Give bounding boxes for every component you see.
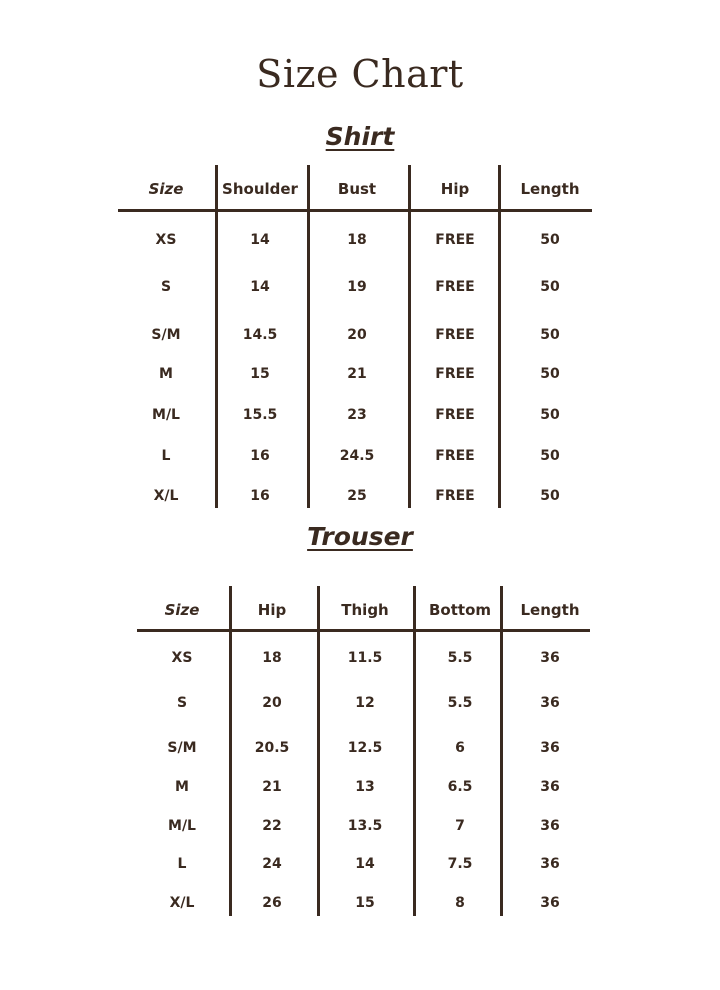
trouser-cell: 6.5 — [447, 779, 473, 795]
shirt-header-1: Shoulder — [222, 180, 298, 198]
trouser-cell: 36 — [540, 779, 560, 795]
shirt-cell: S — [160, 279, 172, 295]
trouser-cell: 12.5 — [347, 740, 383, 756]
trouser-cell: 18 — [262, 650, 282, 666]
shirt-cell: FREE — [435, 448, 475, 464]
trouser-cell: 36 — [540, 695, 560, 711]
shirt-cell: L — [161, 448, 171, 464]
trouser-cell: 36 — [540, 740, 560, 756]
shirt-cell: 50 — [540, 366, 560, 382]
shirt-cell: 50 — [540, 279, 560, 295]
shirt-header-3: Hip — [440, 180, 470, 198]
trouser-column-divider — [413, 586, 416, 916]
trouser-column-divider — [317, 586, 320, 916]
trouser-cell: 36 — [540, 856, 560, 872]
trouser-cell: M — [175, 779, 189, 795]
trouser-cell: 5.5 — [447, 695, 473, 711]
trouser-column-divider — [500, 586, 503, 916]
trouser-cell: 8 — [455, 895, 465, 911]
shirt-cell: 15.5 — [242, 407, 278, 423]
trouser-cell: XS — [171, 650, 193, 666]
shirt-cell: 19 — [347, 279, 367, 295]
trouser-cell: 20 — [262, 695, 282, 711]
shirt-cell: 50 — [540, 488, 560, 504]
shirt-cell: 50 — [540, 327, 560, 343]
shirt-column-divider — [307, 165, 310, 508]
shirt-cell: 20 — [347, 327, 367, 343]
shirt-heading: Shirt — [325, 122, 395, 151]
shirt-cell: X/L — [153, 488, 179, 504]
trouser-cell: 36 — [540, 895, 560, 911]
trouser-header-divider — [137, 629, 590, 632]
shirt-cell: S/M — [151, 327, 181, 343]
shirt-cell: 16 — [250, 488, 270, 504]
shirt-cell: 24.5 — [339, 448, 375, 464]
trouser-cell: L — [177, 856, 187, 872]
shirt-column-divider — [215, 165, 218, 508]
trouser-header-4: Length — [520, 601, 580, 619]
shirt-header-4: Length — [520, 180, 580, 198]
trouser-cell: 15 — [355, 895, 375, 911]
shirt-cell: M/L — [152, 407, 180, 423]
shirt-header-2: Bust — [337, 180, 377, 198]
page-title: Size Chart — [256, 52, 464, 96]
trouser-heading: Trouser — [307, 522, 413, 551]
trouser-header-1: Hip — [257, 601, 287, 619]
shirt-cell: 18 — [347, 232, 367, 248]
shirt-cell: M — [159, 366, 173, 382]
trouser-cell: 24 — [262, 856, 282, 872]
shirt-cell: 50 — [540, 232, 560, 248]
trouser-cell: 13 — [355, 779, 375, 795]
shirt-header-0: Size — [148, 180, 184, 198]
shirt-cell: XS — [155, 232, 177, 248]
trouser-cell: 21 — [262, 779, 282, 795]
trouser-cell: S — [176, 695, 188, 711]
trouser-cell: S/M — [167, 740, 197, 756]
shirt-cell: FREE — [435, 232, 475, 248]
trouser-cell: 7 — [455, 818, 465, 834]
trouser-cell: 26 — [262, 895, 282, 911]
trouser-cell: 12 — [355, 695, 375, 711]
trouser-cell: 13.5 — [347, 818, 383, 834]
shirt-cell: FREE — [435, 407, 475, 423]
shirt-cell: 15 — [250, 366, 270, 382]
shirt-cell: FREE — [435, 327, 475, 343]
trouser-cell: M/L — [168, 818, 196, 834]
trouser-cell: 20.5 — [254, 740, 290, 756]
shirt-cell: FREE — [435, 366, 475, 382]
shirt-cell: FREE — [435, 279, 475, 295]
trouser-cell: X/L — [169, 895, 195, 911]
shirt-cell: 16 — [250, 448, 270, 464]
trouser-column-divider — [229, 586, 232, 916]
trouser-cell: 6 — [455, 740, 465, 756]
shirt-cell: FREE — [435, 488, 475, 504]
trouser-cell: 36 — [540, 818, 560, 834]
trouser-cell: 36 — [540, 650, 560, 666]
shirt-cell: 50 — [540, 448, 560, 464]
trouser-cell: 22 — [262, 818, 282, 834]
shirt-column-divider — [408, 165, 411, 508]
shirt-cell: 25 — [347, 488, 367, 504]
trouser-cell: 5.5 — [447, 650, 473, 666]
trouser-header-0: Size — [164, 601, 200, 619]
shirt-cell: 50 — [540, 407, 560, 423]
shirt-cell: 21 — [347, 366, 367, 382]
shirt-header-divider — [118, 209, 592, 212]
trouser-cell: 7.5 — [447, 856, 473, 872]
shirt-cell: 14.5 — [242, 327, 278, 343]
trouser-cell: 11.5 — [347, 650, 383, 666]
shirt-cell: 14 — [250, 279, 270, 295]
trouser-header-2: Thigh — [341, 601, 389, 619]
trouser-header-3: Bottom — [428, 601, 492, 619]
trouser-cell: 14 — [355, 856, 375, 872]
shirt-cell: 23 — [347, 407, 367, 423]
shirt-column-divider — [498, 165, 501, 508]
shirt-cell: 14 — [250, 232, 270, 248]
